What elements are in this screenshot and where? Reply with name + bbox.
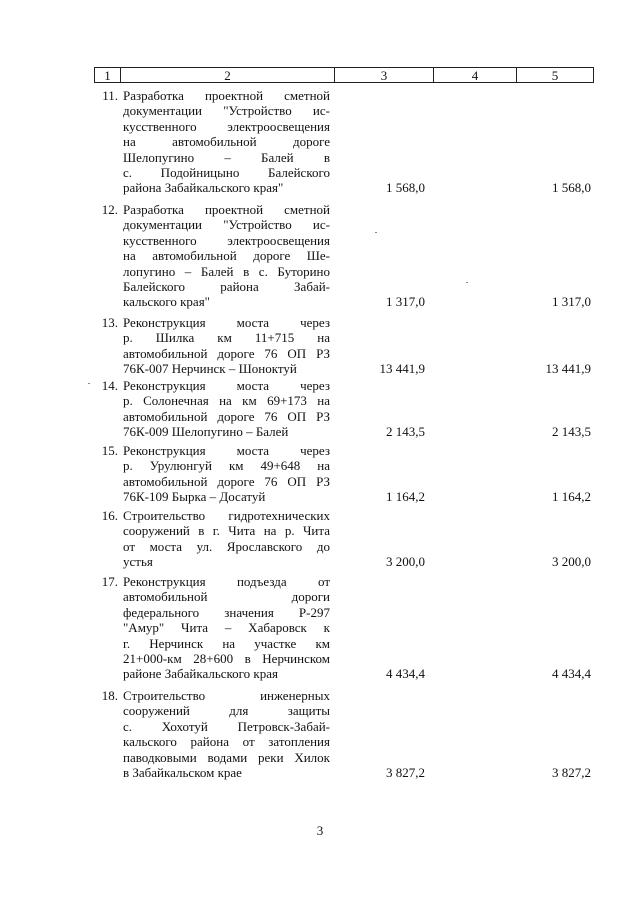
description-line: автомобильной дороги [123, 589, 330, 605]
description-line: р. Шилка км 11+715 на [123, 330, 330, 346]
description-line: Реконструкция моста через [123, 315, 330, 330]
description-line: с. Подойницыно Балейского [123, 165, 330, 181]
table-row [94, 688, 594, 780]
description-line: документации "Устройство ис- [123, 103, 330, 119]
description-line: федерального значения Р-297 [123, 604, 330, 620]
description-line: с. Хохотуй Петровск-Забай- [123, 718, 330, 734]
scan-speck [466, 282, 468, 283]
description-line: 76К-109 Бырка – Досатуй [123, 489, 266, 505]
description-line: сооружений для защиты [123, 703, 330, 719]
table-row [94, 443, 594, 505]
row-number: 14. [101, 378, 118, 393]
description-line: р. Солонечная на км 69+173 на [123, 393, 330, 409]
row-number: 16. [101, 508, 118, 523]
description-line: лопугино – Балей в с. Буторино [123, 263, 330, 279]
amount-col-3: 1 164,2 [386, 489, 425, 505]
header-col-2: 2 [121, 68, 335, 82]
amount-col-3: 3 200,0 [386, 554, 425, 570]
scan-speck [375, 232, 377, 233]
amount-col-3: 1 317,0 [386, 294, 425, 310]
amount-col-5: 13 441,9 [545, 361, 591, 377]
description-line: 21+000-км 28+600 в Нерчинском [123, 651, 330, 667]
page-number: 3 [316, 823, 324, 838]
description-line: Строительство гидротехнических [123, 508, 330, 523]
table-row [94, 508, 594, 570]
description-line: "Амур" Чита – Хабаровск к [123, 620, 330, 636]
row-description [123, 315, 330, 377]
amount-col-3: 2 143,5 [386, 424, 425, 440]
amount-col-3: 4 434,4 [386, 666, 425, 682]
description-line: Разработка проектной сметной [123, 88, 330, 103]
description-line: автомобильной дороге 76 ОП РЗ [123, 345, 330, 361]
table-row [94, 88, 594, 196]
table-header-row [94, 67, 594, 83]
header-col-3: 3 [335, 68, 434, 82]
description-line: автомобильной дороге 76 ОП РЗ [123, 408, 330, 424]
description-line: на автомобильной дороге [123, 134, 330, 150]
amount-col-3: 13 441,9 [379, 361, 425, 377]
description-line: г. Нерчинск на участке км [123, 635, 330, 651]
row-number: 11. [102, 88, 118, 103]
description-line: в Забайкальском крае [123, 765, 242, 781]
description-line: Разработка проектной сметной [123, 202, 330, 217]
description-line: района Забайкальского края" [123, 180, 284, 196]
row-number: 17. [101, 574, 118, 589]
description-line: Реконструкция подъезда от [123, 574, 330, 589]
row-number: 18. [101, 688, 118, 703]
description-line: Строительство инженерных [123, 688, 330, 703]
description-line: кусственного электроосвещения [123, 232, 330, 248]
description-line: автомобильной дороге 76 ОП РЗ [123, 473, 330, 489]
row-number: 15. [101, 443, 118, 458]
description-line: паводковыми водами реки Хилок [123, 749, 330, 765]
amount-col-5: 1 568,0 [552, 180, 591, 196]
amount-col-5: 1 317,0 [552, 294, 591, 310]
header-col-5: 5 [551, 68, 559, 83]
amount-col-5: 3 200,0 [552, 554, 591, 570]
row-description [123, 574, 330, 682]
header-col-1: 1 [95, 68, 121, 82]
header-col-4: 4 [434, 68, 517, 82]
description-line: сооружений в г. Чита на р. Чита [123, 523, 330, 539]
table-row [94, 202, 594, 310]
description-line: кальского района от затопления [123, 734, 330, 750]
scan-speck [88, 383, 90, 384]
amount-col-5: 4 434,4 [552, 666, 591, 682]
table-row [94, 315, 594, 377]
description-line: кусственного электроосвещения [123, 118, 330, 134]
amount-col-3: 1 568,0 [386, 180, 425, 196]
row-number: 13. [101, 315, 118, 330]
description-line: Реконструкция моста через [123, 378, 330, 393]
description-line: 76К-009 Шелопугино – Балей [123, 424, 289, 440]
description-line: кальского края" [123, 294, 210, 310]
description-line: Балейского района Забай- [123, 279, 330, 295]
row-description [123, 688, 330, 780]
row-description [123, 443, 330, 505]
row-description [123, 508, 330, 570]
description-line: Реконструкция моста через [123, 443, 330, 458]
description-line: 76К-007 Нерчинск – Шоноктуй [123, 361, 297, 377]
amount-col-5: 2 143,5 [552, 424, 591, 440]
description-line: Шелопугино – Балей в [123, 149, 330, 165]
row-description [123, 88, 330, 196]
amount-col-5: 1 164,2 [552, 489, 591, 505]
description-line: устья [123, 554, 153, 570]
description-line: документации "Устройство ис- [123, 217, 330, 233]
description-line: от моста ул. Ярославского до [123, 538, 330, 554]
table-row [94, 574, 594, 682]
table-row [94, 378, 594, 440]
description-line: районе Забайкальского края [123, 666, 278, 682]
row-description [123, 378, 330, 440]
description-line: р. Урулюнгуй км 49+648 на [123, 458, 330, 474]
amount-col-3: 3 827,2 [386, 765, 425, 780]
description-line: на автомобильной дороге Ше- [123, 248, 330, 264]
row-description [123, 202, 330, 310]
amount-col-5: 3 827,2 [552, 765, 591, 780]
row-number: 12. [101, 202, 118, 217]
